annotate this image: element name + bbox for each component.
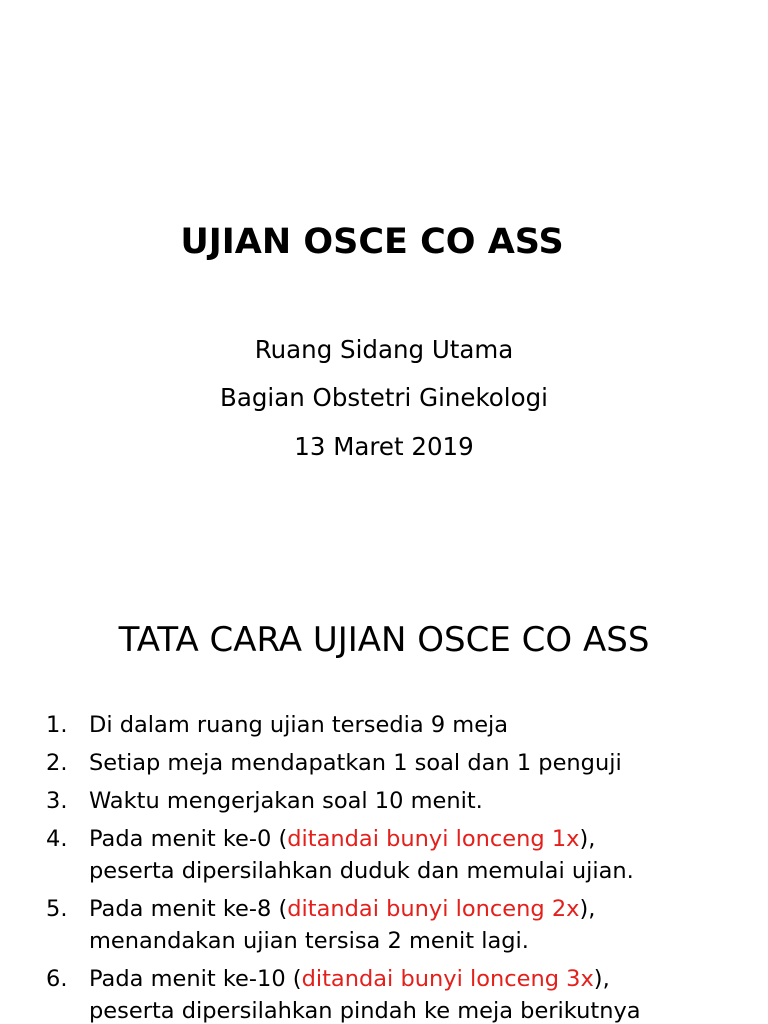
list-text-suffix: ), [593,966,610,992]
list-number: 4. [46,826,68,852]
list-text-suffix: ), [579,896,596,922]
list-item [0,785,768,817]
bell-signal-note: ditandai bunyi lonceng 2x [287,896,580,922]
list-text-continuation: menandakan ujian tersisa 2 menit lagi. [89,928,529,954]
bell-signal-note: ditandai bunyi lonceng 1x [287,826,580,852]
slide-procedure [0,576,768,1024]
list-text-suffix: ), [579,826,596,852]
list-text: Setiap meja mendapatkan 1 soal dan 1 penguji [89,750,622,776]
list-text-continuation: peserta dipersilahkan duduk dan memulai ujian. [89,858,634,884]
bell-signal-note: ditandai bunyi lonceng 3x [301,966,594,992]
list-number: 5. [46,896,68,922]
list-number: 2. [46,750,68,776]
list-item [0,747,768,779]
list-text-prefix: Pada menit ke-0 ( [89,826,288,852]
list-text: Di dalam ruang ujian tersedia 9 meja [89,712,509,738]
list-number: 6. [46,966,68,992]
procedure-title: TATA CARA UJIAN OSCE CO ASS [118,620,650,660]
list-text-prefix: Pada menit ke-10 ( [89,966,302,992]
list-item [0,709,768,741]
cover-title: UJIAN OSCE CO ASS [180,222,564,262]
list-item [0,893,768,957]
list-text: Waktu mengerjakan soal 10 menit. [89,788,483,814]
procedure-list [0,709,768,1024]
list-item [0,823,768,887]
list-text-continuation: peserta dipersilahkan pindah ke meja berikutnya [89,998,641,1024]
cover-subtitle-department: Bagian Obstetri Ginekologi [220,383,548,412]
list-number: 3. [46,788,68,814]
list-item [0,963,768,1024]
list-text-prefix: Pada menit ke-8 ( [89,896,288,922]
cover-subtitle-room: Ruang Sidang Utama [254,335,514,364]
cover-subtitle-date: 13 Maret 2019 [294,432,474,461]
list-number: 1. [46,712,68,738]
